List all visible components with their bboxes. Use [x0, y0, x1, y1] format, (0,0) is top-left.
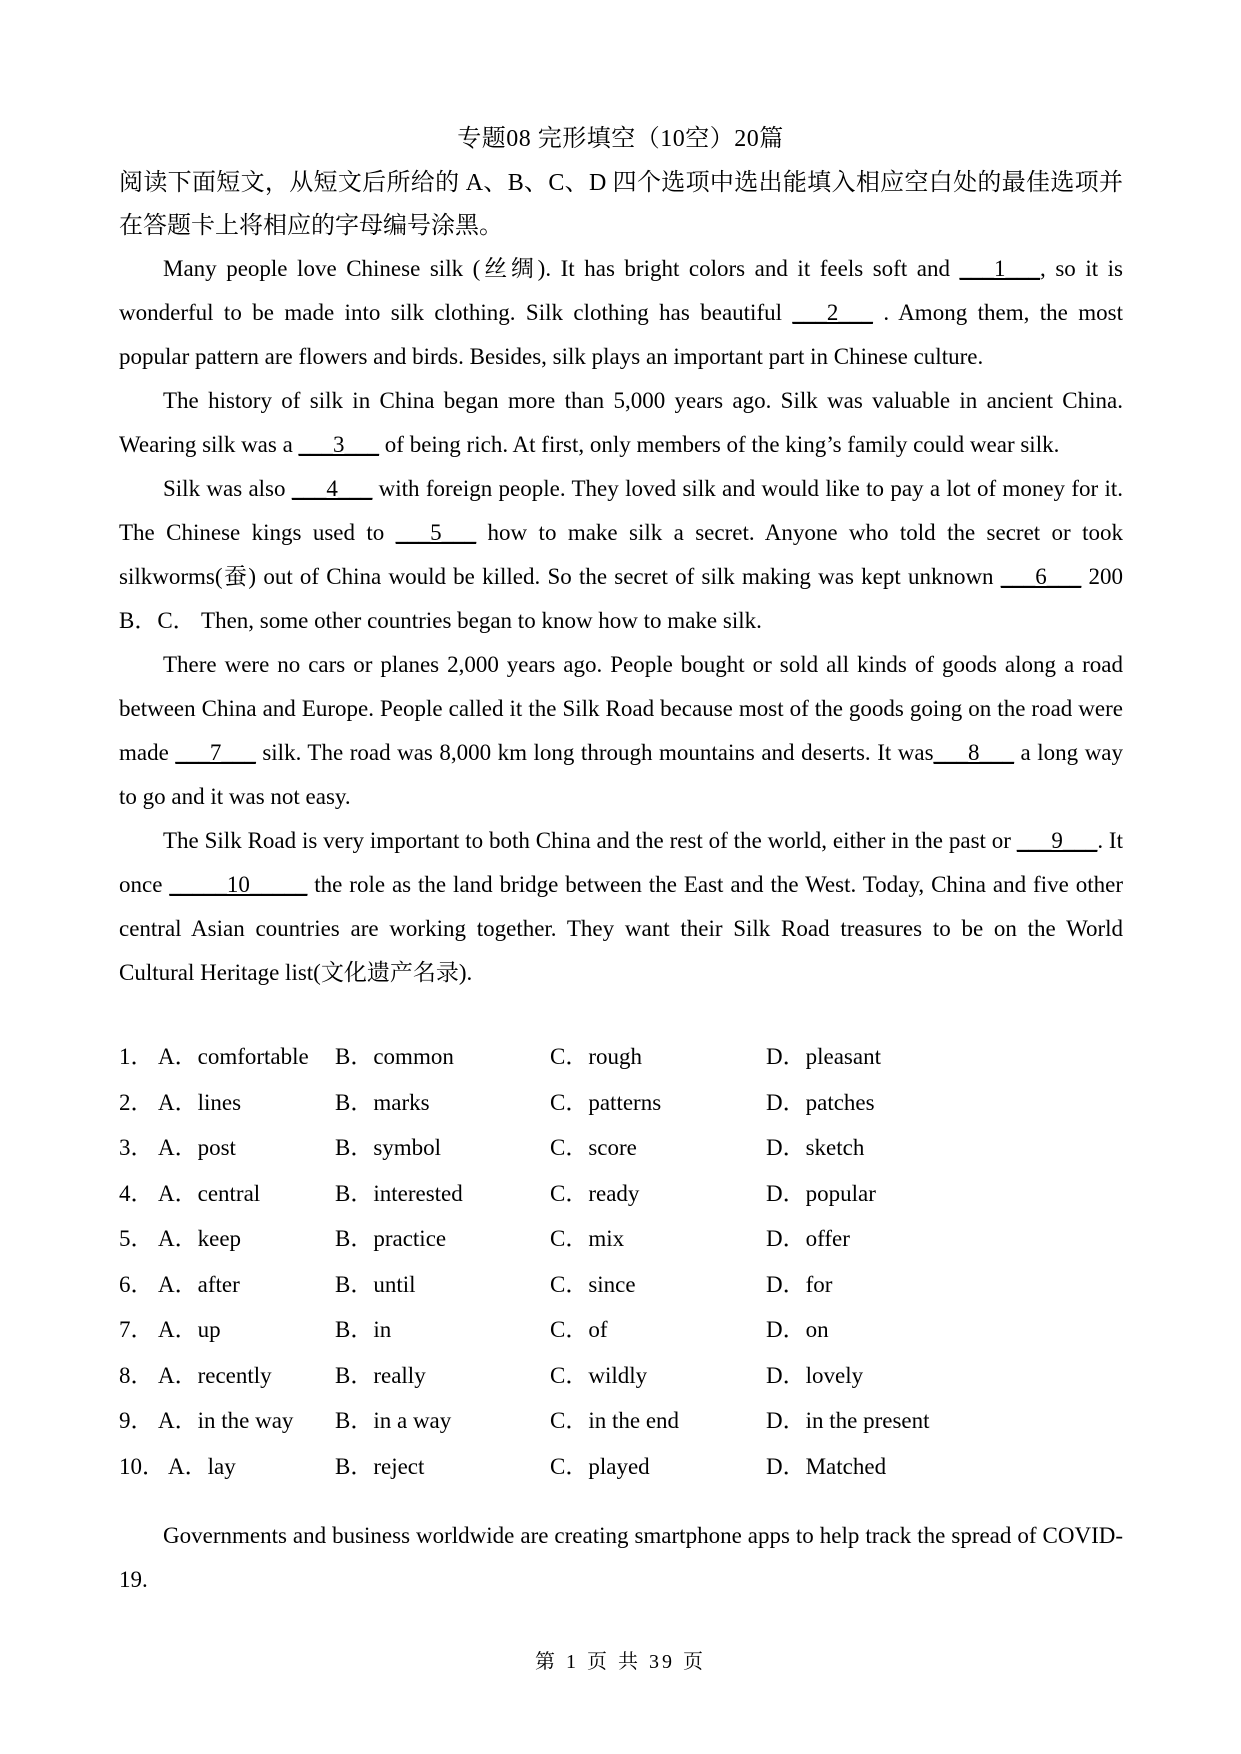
option-b: B．in	[335, 1317, 392, 1342]
option-b: B．reject	[335, 1453, 425, 1479]
option-c: C．ready	[550, 1180, 640, 1206]
paragraph-4	[119, 643, 1123, 819]
option-a: A．lay	[168, 1453, 236, 1479]
paragraph-5	[119, 819, 1123, 995]
paragraph-2	[119, 379, 1123, 467]
question-row	[119, 1307, 1123, 1353]
option-b: B．really	[335, 1362, 426, 1388]
question-row	[119, 1444, 1123, 1490]
option-d: D．for	[766, 1271, 833, 1297]
passage-text: with foreign people. They loved silk and would like to pay a lot of money for it. The Chinese kings used to	[119, 476, 1124, 545]
option-b: B．symbol	[335, 1135, 442, 1160]
option-c: C．played	[550, 1453, 650, 1479]
page-footer: 第 1 页 共 39 页	[535, 1651, 706, 1673]
question-number: 5．	[119, 1226, 154, 1251]
question-row	[119, 1353, 1123, 1399]
option-b: B．common	[335, 1044, 454, 1069]
blank-3: ___3___	[298, 432, 380, 457]
question-number: 6．	[119, 1271, 154, 1297]
passage-text: Many people love Chinese silk (丝绸). It has bright colors and it feels soft and	[163, 256, 960, 281]
option-d: D．lovely	[766, 1362, 864, 1388]
option-a: A．lines	[158, 1089, 242, 1115]
page-title: 专题08 完形填空（10空）20篇	[457, 126, 784, 152]
question-number: 7．	[119, 1317, 154, 1342]
question-row	[119, 1125, 1123, 1171]
option-a: A．in the way	[158, 1408, 294, 1433]
option-a: A．up	[158, 1317, 221, 1342]
passage-text: 200 B．C． Then, some other countries began to know how to make silk.	[119, 564, 1123, 633]
option-b: B．marks	[335, 1089, 430, 1115]
option-d: D．in the present	[766, 1408, 930, 1433]
question-number: 2．	[119, 1089, 154, 1115]
question-number: 4．	[119, 1180, 154, 1206]
option-b: B．interested	[335, 1180, 463, 1206]
passage-text: the role as the land bridge between the East and the West. Today, China and five other central Asian countries are working together. They want their Silk Road treasures to be on the World Cultural Heritage list(文化遗产名录).	[119, 872, 1123, 985]
instructions: 阅读下面短文，从短文后所给的 A、B、C、D 四个选项中选出能填入相应空白处的最佳选项并在答题卡上将相应的字母编号涂黑。	[119, 170, 1123, 239]
option-d: D．sketch	[766, 1135, 865, 1160]
option-b: B．in a way	[335, 1408, 452, 1433]
option-d: D．on	[766, 1317, 829, 1342]
cloze-passage	[119, 247, 1123, 995]
next-passage-paragraph: Governments and business worldwide are creating smartphone apps to help track the spread of COVID-19.	[119, 1523, 1123, 1592]
option-b: B．until	[335, 1271, 416, 1297]
blank-1: ___1___	[959, 256, 1041, 281]
option-a: A．keep	[158, 1226, 242, 1251]
option-a: A．after	[158, 1271, 240, 1297]
option-a: A．comfortable	[158, 1044, 309, 1069]
question-number: 3．	[119, 1135, 154, 1160]
question-number: 8．	[119, 1362, 154, 1388]
passage-text: silk. The road was 8,000 km long through mountains and deserts. It was	[255, 740, 934, 765]
option-a: A．recently	[158, 1362, 272, 1388]
option-d: D．Matched	[766, 1453, 887, 1479]
option-c: C．of	[550, 1317, 608, 1342]
passage-text: The Silk Road is very important to both China and the rest of the world, either in the past or	[163, 828, 1017, 853]
question-row	[119, 1262, 1123, 1308]
question-number: 10．	[119, 1453, 165, 1479]
question-number: 1．	[119, 1044, 154, 1069]
blank-8: ___8___	[933, 740, 1015, 765]
option-d: D．popular	[766, 1180, 876, 1206]
passage-text: , so it is wonderful to be made into silk clothing. Silk clothing has beautiful	[119, 256, 1123, 325]
next-passage	[119, 1514, 1123, 1602]
passage-text: There were no cars or planes 2,000 years ago. People bought or sold all kinds of goods along a road between China and Europe. People called it the Silk Road because most of the goods going on the road were made	[119, 652, 1123, 765]
paragraph-3	[119, 467, 1123, 643]
passage-text: . Among them, the most popular pattern are flowers and birds. Besides, silk plays an important part in Chinese culture.	[119, 300, 1123, 369]
option-b: B．practice	[335, 1226, 447, 1251]
option-c: C．since	[550, 1271, 636, 1297]
blank-7: ___7___	[175, 740, 256, 765]
paragraph-1	[119, 247, 1123, 379]
option-a: A．central	[158, 1180, 261, 1206]
blank-10: _____10_____	[169, 872, 308, 897]
passage-text: how to make silk a secret. Anyone who told the secret or took silkworms(蚕) out of China would be killed. So the secret of silk making was kept unknown	[119, 520, 1123, 589]
passage-text: Silk was also	[163, 476, 292, 501]
option-d: D．pleasant	[766, 1044, 881, 1069]
option-c: C．rough	[550, 1044, 642, 1069]
option-c: C．in the end	[550, 1408, 680, 1433]
blank-6: ___6___	[1000, 564, 1082, 589]
option-c: C．patterns	[550, 1089, 662, 1115]
passage-text: of being rich. At first, only members of the king’s family could wear silk.	[379, 432, 1060, 457]
option-a: A．post	[158, 1135, 236, 1160]
option-c: C．mix	[550, 1226, 625, 1251]
option-d: D．offer	[766, 1226, 850, 1251]
blank-9: ___9___	[1016, 828, 1098, 853]
question-row	[119, 1171, 1123, 1217]
question-row	[119, 1080, 1123, 1126]
answer-options	[119, 1034, 1123, 1489]
question-row	[119, 1216, 1123, 1262]
blank-5: ___5___	[395, 520, 477, 545]
question-row	[119, 1034, 1123, 1080]
option-c: C．wildly	[550, 1362, 648, 1388]
option-d: D．patches	[766, 1089, 875, 1115]
question-row	[119, 1398, 1123, 1444]
blank-4: ___4___	[291, 476, 373, 501]
question-number: 9．	[119, 1408, 154, 1433]
passage-text: . It once	[119, 828, 1123, 897]
passage-text: a long way to go and it was not easy.	[119, 740, 1124, 809]
option-c: C．score	[550, 1135, 637, 1160]
blank-2: ___2___	[792, 300, 873, 325]
passage-text: The history of silk in China began more than 5,000 years ago. Silk was valuable in ancient China. Wearing silk was a	[119, 388, 1123, 457]
